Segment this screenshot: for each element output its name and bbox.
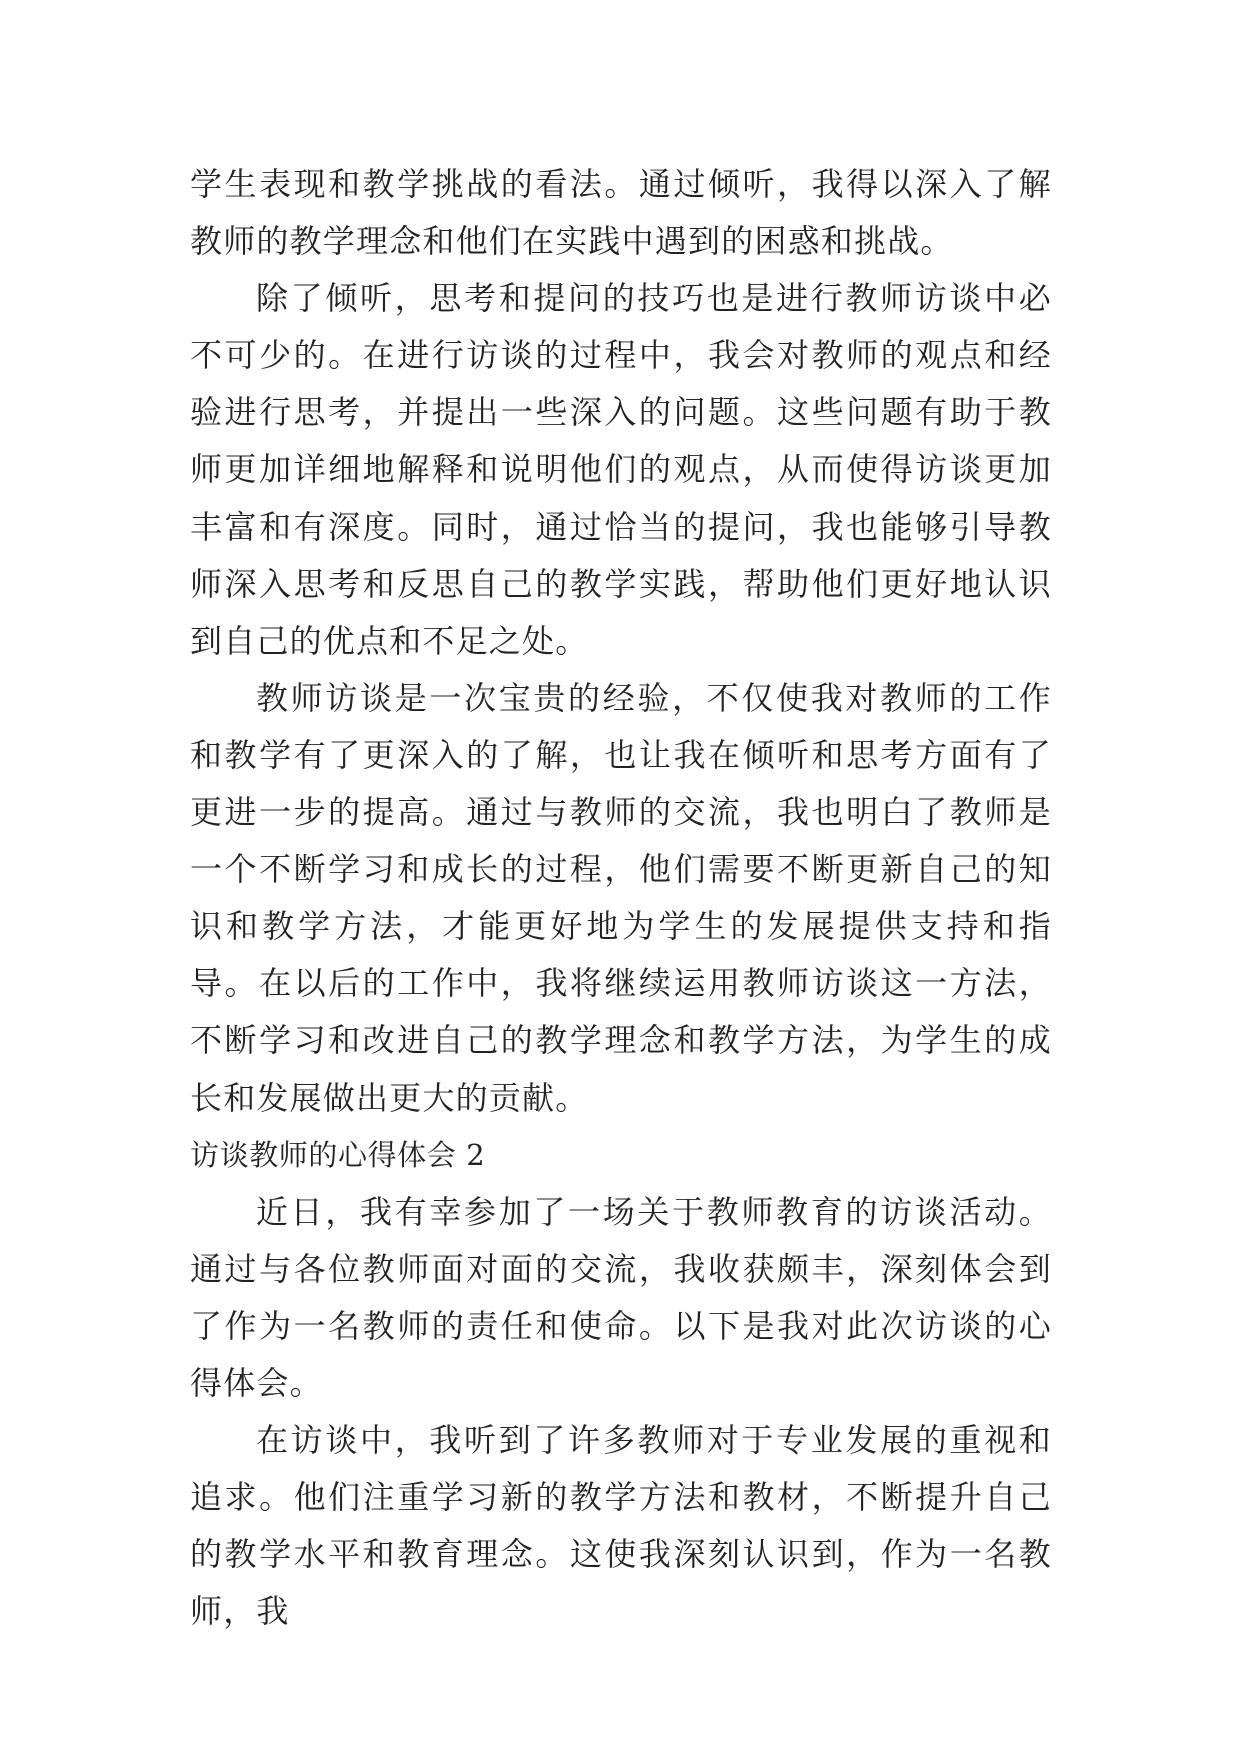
section-heading: 访谈教师的心得体会 2: [190, 1137, 486, 1172]
paragraph: 教师访谈是一次宝贵的经验，不仅使我对教师的工作和教学有了更深入的了解，也让我在倾听和思考方面有了更进一步的提高。通过与教师的交流，我也明白了教师是一个不断学习和成长的过程，他们需要不断更新自己的知识和教学方法，才能更好地为学生的发展提供支持和指导。在以后的工作中，我将继续运用教师访谈这一方法，不断学习和改进自己的教学理念和教学方法，为学生的成长和发展做出更大的贡献。: [190, 678, 1052, 1117]
paragraph: 近日，我有幸参加了一场关于教师教育的访谈活动。通过与各位教师面对面的交流，我收获颇丰，深刻体会到了作为一名教师的责任和使命。以下是我对此次访谈的心得体会。: [190, 1192, 1052, 1402]
paragraph: 学生表现和教学挑战的看法。通过倾听，我得以深入了解教师的教学理念和他们在实践中遇到的困惑和挑战。: [190, 165, 1052, 261]
document-body: [190, 156, 1052, 1640]
paragraph: 在访谈中，我听到了许多教师对于专业发展的重视和追求。他们注重学习新的教学方法和教材，不断提升自己的教学水平和教育理念。这使我深刻认识到，作为一名教师，我: [190, 1421, 1052, 1631]
paragraph: 除了倾听，思考和提问的技巧也是进行教师访谈中必不可少的。在进行访谈的过程中，我会对教师的观点和经验进行思考，并提出一些深入的问题。这些问题有助于教师更加详细地解释和说明他们的观点，从而使得访谈更加丰富和有深度。同时，通过恰当的提问，我也能够引导教师深入思考和反思自己的教学实践，帮助他们更好地认识到自己的优点和不足之处。: [190, 279, 1052, 660]
